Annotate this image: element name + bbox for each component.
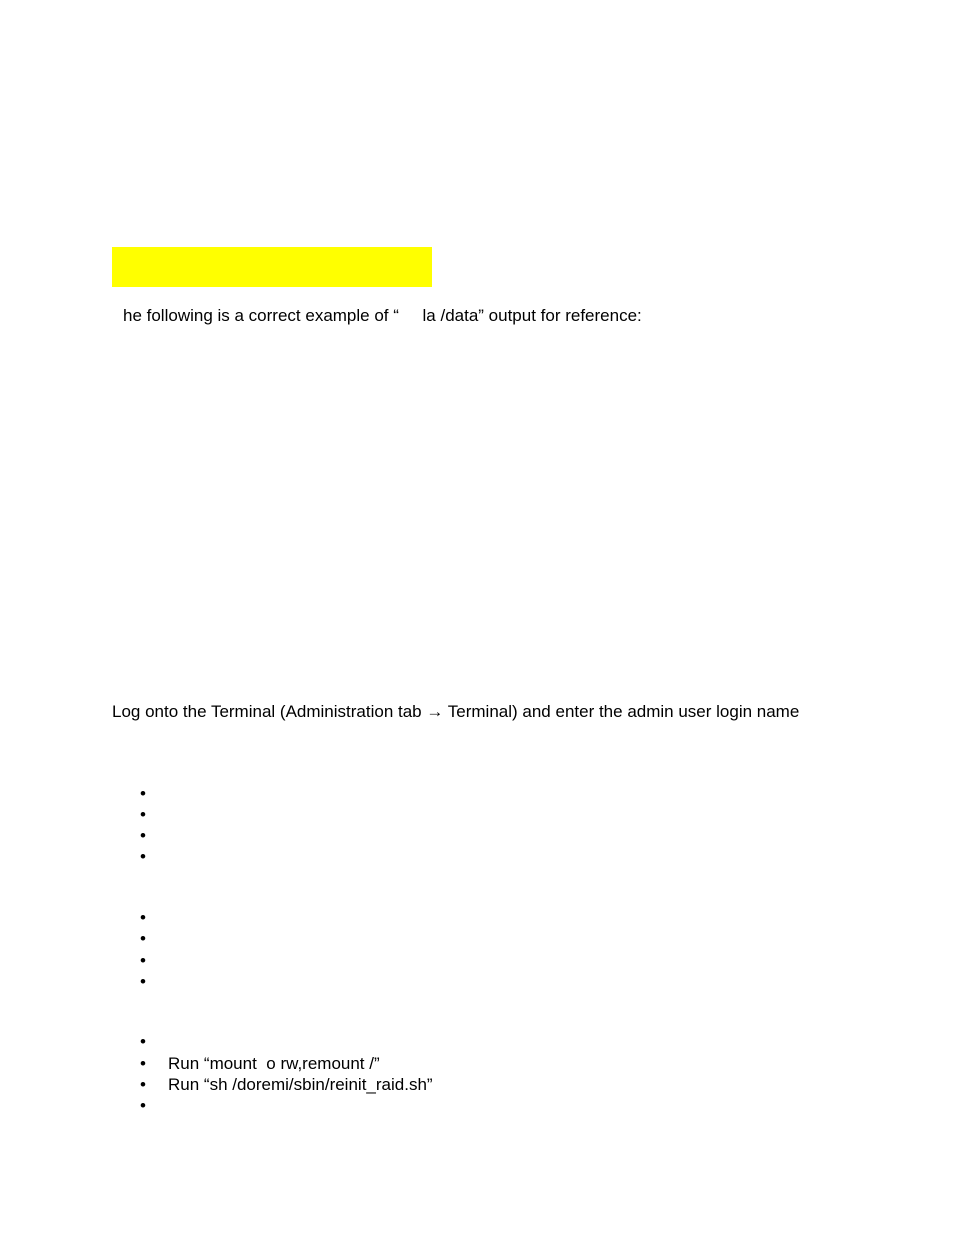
list-item-bullet: • [140, 826, 146, 845]
list-item-reinit-raid: Run “sh /doremi/sbin/reinit_raid.sh” [168, 1075, 433, 1094]
list-item-bullet: • [140, 1075, 146, 1094]
intro-paragraph: he following is a correct example of “ la /data” output for reference: [123, 306, 642, 325]
highlighted-heading-block [112, 247, 432, 287]
list-item-bullet: • [140, 847, 146, 866]
list-item-bullet: • [140, 972, 146, 991]
list-item-bullet: • [140, 1032, 146, 1051]
list-item-bullet: • [140, 805, 146, 824]
list-item-bullet: • [140, 951, 146, 970]
list-item-bullet: • [140, 908, 146, 927]
terminal-login-paragraph: Log onto the Terminal (Administration tab → Terminal) and enter the admin user login name [112, 702, 800, 721]
list-item-bullet: • [140, 1096, 146, 1115]
list-item-bullet: • [140, 1054, 146, 1073]
list-item-bullet: • [140, 784, 146, 803]
list-item-bullet: • [140, 929, 146, 948]
list-item-mount-remount: Run “mount o rw,remount /” [168, 1054, 380, 1073]
